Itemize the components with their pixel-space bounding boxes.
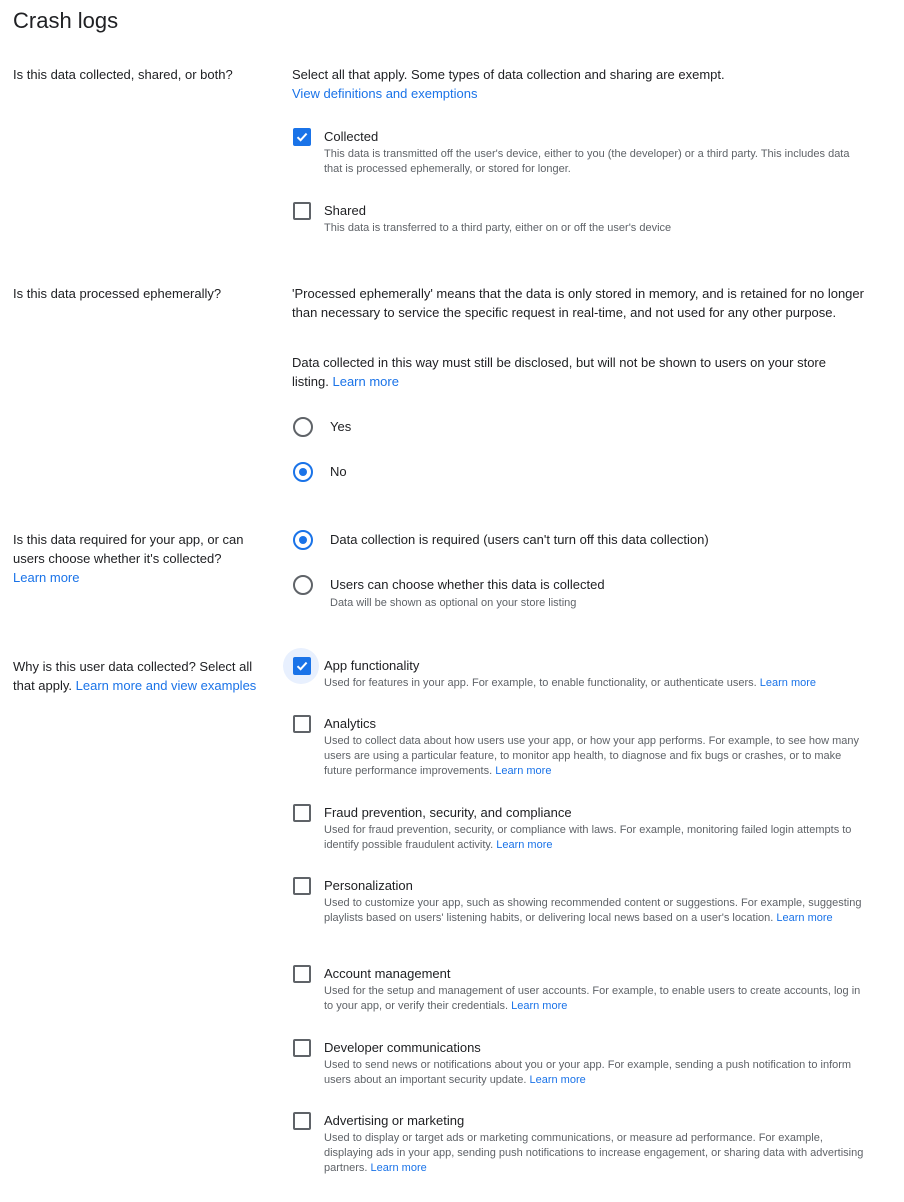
view-definitions-link[interactable]: View definitions and exemptions: [292, 86, 478, 101]
personalization-learn-more-link[interactable]: Learn more: [776, 912, 833, 924]
collected-shared-intro: [292, 65, 864, 103]
checkmark-icon: [295, 130, 309, 144]
account-management-label: Account management: [324, 966, 451, 981]
purpose-fraud-prevention[interactable]: [293, 804, 863, 854]
advertising-marketing-description-text: Used to display or target ads or marketing communications, or measure ad performance. For example, displaying ads in your app, sending push notifications to increase engagement, or sharing data with advertising partners.: [324, 1132, 864, 1174]
ephemeral-question: Is this data processed ephemerally?: [13, 286, 222, 301]
ephemeral-yes-option[interactable]: [293, 417, 863, 439]
app-functionality-label: App functionality: [324, 658, 420, 673]
fraud-prevention-label: Fraud prevention, security, and compliance: [324, 805, 572, 820]
required-option[interactable]: [293, 530, 863, 552]
personalization-label: Personalization: [324, 878, 413, 893]
purpose-account-management[interactable]: [293, 965, 863, 1015]
purposes-question: [13, 657, 273, 695]
ephemeral-para1: 'Processed ephemerally' means that the data is only stored in memory, and is retained for no longer than necessary to service the specific request in real-time, and not used for any other purpose.: [292, 286, 864, 320]
account-management-description: [324, 984, 864, 1014]
collected-option[interactable]: [293, 128, 863, 175]
personalization-description: [324, 896, 864, 926]
purposes-question-text: Why is this user data collected? Select all that apply.: [13, 659, 253, 693]
analytics-learn-more-link[interactable]: Learn more: [495, 765, 552, 777]
ephemeral-para2: [292, 353, 864, 391]
checkmark-icon: [295, 659, 309, 673]
optional-description: Data will be shown as optional on your store listing: [330, 597, 577, 609]
fraud-prevention-checkbox[interactable]: [293, 804, 311, 822]
account-management-checkbox[interactable]: [293, 965, 311, 983]
developer-communications-description: [324, 1058, 864, 1088]
required-label: Data collection is required (users can't turn off this data collection): [330, 532, 709, 547]
required-question-text: Is this data required for your app, or can users choose whether it's collected?: [13, 532, 244, 566]
ephemeral-para2-text: Data collected in this way must still be disclosed, but will not be shown to users on your store listing.: [292, 355, 826, 389]
radio-selected-dot: [299, 536, 307, 544]
optional-option[interactable]: [293, 575, 863, 613]
shared-checkbox[interactable]: [293, 202, 311, 220]
developer-communications-learn-more-link[interactable]: Learn more: [529, 1074, 586, 1086]
personalization-checkbox[interactable]: [293, 877, 311, 895]
app-functionality-checkbox[interactable]: [293, 657, 311, 675]
purpose-app-functionality[interactable]: [293, 657, 863, 693]
ephemeral-yes-label: Yes: [330, 419, 352, 434]
app-functionality-learn-more-link[interactable]: Learn more: [759, 677, 817, 689]
purposes-learn-more-link[interactable]: Learn more and view examples: [75, 678, 257, 693]
analytics-description-text: Used to collect data about how users use your app, or how your app performs. For example, to see how many users are using a particular feature, to monitor app health, to diagnose and fix bugs or crashes, or to make future performance improvements.: [324, 735, 859, 777]
required-radio[interactable]: [293, 530, 313, 550]
advertising-marketing-learn-more-link[interactable]: Learn more: [370, 1162, 427, 1174]
ephemeral-no-label: No: [330, 464, 347, 479]
collected-shared-question: Is this data collected, shared, or both?: [13, 67, 233, 82]
fraud-prevention-learn-more-link[interactable]: Learn more: [496, 839, 553, 851]
developer-communications-description-text: Used to send news or notifications about you or your app. For example, sending a push notification to inform users about an important security update.: [324, 1059, 852, 1086]
app-functionality-description-text: Used for features in your app. For example, to enable functionality, or authenticate users.: [324, 677, 757, 689]
shared-label: Shared: [324, 203, 366, 218]
developer-communications-label: Developer communications: [324, 1040, 481, 1055]
advertising-marketing-description: [324, 1131, 864, 1176]
ephemeral-no-radio[interactable]: [293, 462, 313, 482]
purpose-analytics[interactable]: [293, 715, 863, 781]
analytics-checkbox[interactable]: [293, 715, 311, 733]
collected-checkbox[interactable]: [293, 128, 311, 146]
advertising-marketing-checkbox[interactable]: [293, 1112, 311, 1130]
collected-description: This data is transmitted off the user's device, either to you (the developer) or a third party. This includes data that is processed ephemerally, or stored for longer.: [324, 148, 850, 175]
ephemeral-learn-more-link[interactable]: Learn more: [332, 374, 399, 389]
personalization-description-text: Used to customize your app, such as showing recommended content or suggestions. For example, suggesting playlists based on users' listening habits, or delivering local news based on a user's location.: [324, 897, 862, 924]
app-functionality-description: [324, 676, 864, 691]
optional-radio[interactable]: [293, 575, 313, 595]
ephemeral-no-option[interactable]: [293, 462, 863, 484]
fraud-prevention-description-text: Used for fraud prevention, security, or compliance with laws. For example, monitoring failed login attempts to identify possible fraudulent activity.: [324, 824, 852, 851]
required-question: [13, 530, 268, 587]
shared-description: This data is transferred to a third party, either on or off the user's device: [324, 222, 672, 234]
purpose-developer-communications[interactable]: [293, 1039, 863, 1089]
required-learn-more-link[interactable]: Learn more: [13, 570, 80, 585]
fraud-prevention-description: [324, 823, 864, 853]
collected-label: Collected: [324, 129, 379, 144]
page-title: Crash logs: [13, 8, 119, 33]
collected-shared-intro-text: Select all that apply. Some types of data collection and sharing are exempt.: [292, 67, 725, 82]
analytics-description: [324, 734, 864, 779]
ephemeral-yes-radio[interactable]: [293, 417, 313, 437]
developer-communications-checkbox[interactable]: [293, 1039, 311, 1057]
purpose-personalization[interactable]: [293, 877, 863, 943]
account-management-learn-more-link[interactable]: Learn more: [511, 1000, 568, 1012]
advertising-marketing-label: Advertising or marketing: [324, 1113, 465, 1128]
optional-label: Users can choose whether this data is collected: [330, 577, 605, 592]
radio-selected-dot: [299, 468, 307, 476]
purpose-advertising-marketing[interactable]: [293, 1112, 863, 1178]
account-management-description-text: Used for the setup and management of user accounts. For example, to enable users to create accounts, log in to your app, or verify their credentials.: [324, 985, 861, 1012]
shared-option[interactable]: [293, 202, 863, 238]
analytics-label: Analytics: [324, 716, 377, 731]
